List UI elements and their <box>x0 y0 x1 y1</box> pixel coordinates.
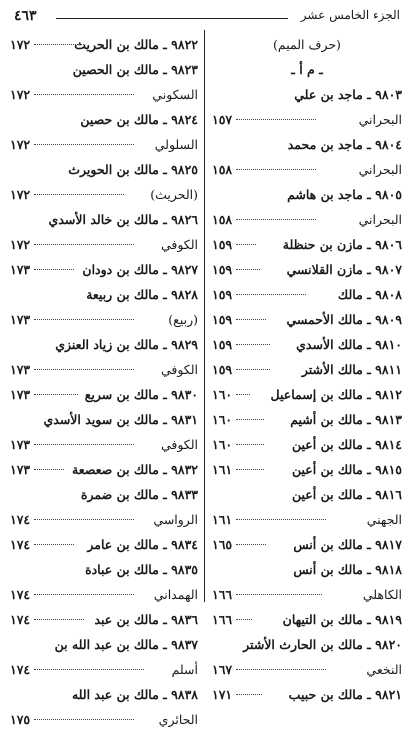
leader-dots <box>34 519 134 520</box>
index-entry <box>10 607 198 632</box>
page-header <box>14 6 400 28</box>
entry-page-number: ١٦٠ <box>212 387 233 402</box>
leader-dots <box>236 444 264 445</box>
leader-dots <box>34 444 134 445</box>
leader-dots <box>34 44 84 45</box>
entry-name: ٩٨٢٠ ـ مالك بن الحارث الأشتر <box>243 637 402 652</box>
entry-name: ٩٨١٥ ـ مالك بن أعين <box>292 462 402 477</box>
leader-dots <box>236 269 260 270</box>
entry-name: ٩٨١٢ ـ مالك بن إسماعيل <box>270 387 402 402</box>
entry-name: ٩٨٣٠ ـ مالك بن سريع <box>84 387 198 402</box>
entry-name: ٩٨١٨ ـ مالك بن أنس <box>293 562 402 577</box>
index-entry <box>10 157 198 182</box>
entry-name: ٩٨٢٣ ـ مالك بن الحصين <box>72 62 198 77</box>
entry-name: ٩٨٢٦ ـ مالك بن خالد الأسدي <box>48 212 198 227</box>
leader-dots <box>34 669 144 670</box>
index-entry <box>212 232 402 257</box>
index-entry <box>10 632 198 657</box>
entry-name: (ربيع) <box>168 312 198 327</box>
index-entry <box>212 557 402 582</box>
entry-name: الرواسي <box>153 512 198 527</box>
entry-page-number: ١٥٩ <box>212 237 233 252</box>
index-entry <box>10 432 198 457</box>
entry-name: (الحريث) <box>150 187 198 202</box>
leader-dots <box>236 169 316 170</box>
entry-page-number: ١٧٤ <box>10 612 31 627</box>
index-entry <box>10 282 198 307</box>
leader-dots <box>236 294 306 295</box>
entry-name: ٩٨٢٢ ـ مالك بن الحريث <box>74 37 198 52</box>
index-entry <box>10 507 198 532</box>
index-entry <box>212 307 402 332</box>
entry-name: ٩٨١١ ـ مالك الأشتر <box>301 362 402 377</box>
leader-dots <box>34 469 64 470</box>
entry-page-number: ١٧٣ <box>10 437 31 452</box>
index-entry <box>212 157 402 182</box>
entry-name: ـ م أ ـ <box>291 62 323 77</box>
entry-page-number: ١٥٨ <box>212 162 233 177</box>
index-entry <box>10 232 198 257</box>
leader-dots <box>34 619 84 620</box>
entry-name: ٩٨١٦ ـ مالك بن أعين <box>292 487 402 502</box>
entry-page-number: ١٧٣ <box>10 312 31 327</box>
index-entry <box>212 382 402 407</box>
index-column-right <box>212 32 402 707</box>
entry-page-number: ١٥٨ <box>212 212 233 227</box>
entry-page-number: ١٥٩ <box>212 362 233 377</box>
index-entry <box>10 582 198 607</box>
column-divider <box>204 30 205 602</box>
entry-name: البحراني <box>358 212 402 227</box>
leader-dots <box>236 519 326 520</box>
index-entry <box>10 557 198 582</box>
index-entry <box>212 607 402 632</box>
entry-page-number: ١٥٧ <box>212 112 233 127</box>
entry-name: ٩٨٣٢ ـ مالك بن صعصعة <box>72 462 198 477</box>
entry-name: ٩٨٣٣ ـ مالك بن ضمرة <box>80 487 198 502</box>
leader-dots <box>34 94 134 95</box>
index-entry <box>212 107 402 132</box>
index-entry <box>10 532 198 557</box>
entry-name: ٩٨٢١ ـ مالك بن حبيب <box>288 687 402 702</box>
entry-name: ٩٨٣٧ ـ مالك بن عبد الله بن <box>54 637 198 652</box>
entry-page-number: ١٧٤ <box>10 662 31 677</box>
entry-page-number: ١٥٩ <box>212 262 233 277</box>
index-entry <box>212 207 402 232</box>
index-entry <box>10 482 198 507</box>
entry-page-number: ١٧٥ <box>10 712 31 727</box>
leader-dots <box>236 394 250 395</box>
entry-page-number: ١٧٣ <box>10 462 31 477</box>
index-entry <box>212 657 402 682</box>
leader-dots <box>34 319 134 320</box>
entry-page-number: ١٦١ <box>212 512 233 527</box>
entry-name: ٩٨١٣ ـ مالك بن أشيم <box>290 412 402 427</box>
entry-name: الكوفي <box>160 437 198 452</box>
index-entry <box>212 332 402 357</box>
entry-page-number: ١٧٤ <box>10 512 31 527</box>
entry-page-number: ١٥٩ <box>212 337 233 352</box>
entry-page-number: ١٦١ <box>212 462 233 477</box>
entry-page-number: ١٧٣ <box>10 387 31 402</box>
entry-page-number: ١٥٩ <box>212 312 233 327</box>
entry-name: ٩٨٠٦ ـ مازن بن حنظلة <box>282 237 402 252</box>
leader-dots <box>236 219 316 220</box>
entry-page-number: ١٧٢ <box>10 137 31 152</box>
index-entry <box>212 632 402 657</box>
index-entry <box>10 357 198 382</box>
index-entry <box>212 132 402 157</box>
index-entry <box>212 257 402 282</box>
running-title: الجزء الخامس عشر <box>300 8 400 22</box>
index-entry <box>212 682 402 707</box>
leader-dots <box>236 669 326 670</box>
leader-dots <box>34 369 134 370</box>
entry-page-number: ١٧٣ <box>10 262 31 277</box>
entry-page-number: ١٧٤ <box>10 537 31 552</box>
entry-name: ٩٨١٤ ـ مالك بن أعين <box>292 437 402 452</box>
entry-page-number: ١٦٥ <box>212 537 233 552</box>
index-entry <box>10 207 198 232</box>
entry-name: ٩٨٢٧ ـ مالك بن دودان <box>82 262 198 277</box>
entry-page-number: ١٧١ <box>212 687 233 702</box>
entry-page-number: ١٦٠ <box>212 437 233 452</box>
entry-name: البحراني <box>358 162 402 177</box>
leader-dots <box>34 194 124 195</box>
leader-dots <box>236 694 262 695</box>
leader-dots <box>34 244 134 245</box>
entry-page-number: ١٥٩ <box>212 287 233 302</box>
leader-dots <box>236 419 264 420</box>
index-entry <box>10 707 198 732</box>
leader-dots <box>34 394 78 395</box>
entry-name: السلولي <box>154 137 198 152</box>
entry-name: (حرف الميم) <box>273 37 341 52</box>
entry-name: ٩٨٢٩ ـ مالك بن زياد العنزي <box>55 337 198 352</box>
leader-dots <box>236 469 264 470</box>
index-entry <box>10 307 198 332</box>
entry-name: ٩٨٠٣ ـ ماجد بن علي <box>294 87 402 102</box>
leader-dots <box>34 269 74 270</box>
index-entry <box>10 382 198 407</box>
index-entry <box>10 57 198 82</box>
index-entry <box>10 332 198 357</box>
entry-name: ٩٨١٩ ـ مالك بن التيهان <box>282 612 402 627</box>
index-entry <box>212 357 402 382</box>
header-rule <box>56 18 288 19</box>
entry-page-number: ١٧٢ <box>10 87 31 102</box>
index-entry <box>212 32 402 57</box>
leader-dots <box>236 344 270 345</box>
entry-name: ٩٨٢٤ ـ مالك بن حصين <box>80 112 198 127</box>
entry-page-number: ١٧٢ <box>10 37 31 52</box>
entry-name: البحراني <box>358 112 402 127</box>
leader-dots <box>34 594 134 595</box>
leader-dots <box>236 544 266 545</box>
index-entry <box>10 257 198 282</box>
entry-name: ٩٨٢٥ ـ مالك بن الحويرث <box>68 162 198 177</box>
index-entry <box>212 482 402 507</box>
entry-page-number: ١٧٢ <box>10 237 31 252</box>
leader-dots <box>236 319 266 320</box>
entry-name: الجهني <box>366 512 402 527</box>
leader-dots <box>236 244 256 245</box>
index-entry <box>212 457 402 482</box>
entry-page-number: ١٧٢ <box>10 187 31 202</box>
entry-page-number: ١٧٤ <box>10 587 31 602</box>
entry-name: الكوفي <box>160 362 198 377</box>
index-entry <box>212 282 402 307</box>
entry-name: ٩٨١٧ ـ مالك بن أنس <box>293 537 402 552</box>
page-number: ٤٦٣ <box>14 8 37 24</box>
entry-name: الكاهلي <box>362 587 402 602</box>
index-entry <box>10 107 198 132</box>
entry-name: ٩٨١٠ ـ مالك الأسدي <box>296 337 402 352</box>
leader-dots <box>34 544 74 545</box>
entry-name: ٩٨٣٥ ـ مالك بن عبادة <box>85 562 198 577</box>
index-entry <box>212 532 402 557</box>
index-entry <box>10 132 198 157</box>
index-entry <box>212 82 402 107</box>
index-entry <box>10 457 198 482</box>
entry-name: ٩٨٠٥ ـ ماجد بن هاشم <box>287 187 402 202</box>
index-entry <box>212 432 402 457</box>
index-entry <box>10 407 198 432</box>
index-entry <box>10 32 198 57</box>
entry-name: الكوفي <box>160 237 198 252</box>
entry-name: ٩٨٠٤ ـ ماجد بن محمد <box>287 137 402 152</box>
index-entry <box>212 57 402 82</box>
entry-name: أسلم <box>171 662 198 677</box>
entry-page-number: ١٦٠ <box>212 412 233 427</box>
entry-name: ٩٨٠٧ ـ مازن القلانسي <box>286 262 402 277</box>
entry-page-number: ١٦٧ <box>212 662 233 677</box>
leader-dots <box>236 369 270 370</box>
index-entry <box>212 582 402 607</box>
entry-name: ٩٨٠٨ ـ مالك <box>337 287 402 302</box>
entry-name: الحائري <box>158 712 198 727</box>
leader-dots <box>34 144 134 145</box>
leader-dots <box>236 119 316 120</box>
entry-name: ٩٨٠٩ ـ مالك الأحمسي <box>286 312 402 327</box>
entry-name: الهمداني <box>153 587 198 602</box>
entry-page-number: ١٧٣ <box>10 362 31 377</box>
index-entry <box>212 507 402 532</box>
leader-dots <box>236 594 322 595</box>
index-entry <box>10 82 198 107</box>
index-entry <box>212 182 402 207</box>
index-entry <box>10 182 198 207</box>
index-column-left <box>10 32 198 732</box>
leader-dots <box>34 719 134 720</box>
entry-page-number: ١٦٦ <box>212 587 233 602</box>
entry-name: ٩٨٢٨ ـ مالك بن ربيعة <box>86 287 198 302</box>
leader-dots <box>236 619 252 620</box>
entry-name: ٩٨٣١ ـ مالك بن سويد الأسدي <box>43 412 198 427</box>
entry-name: ٩٨٣٤ ـ مالك بن عامر <box>87 537 198 552</box>
entry-name: ٩٨٣٦ ـ مالك بن عبد <box>94 612 198 627</box>
entry-name: ٩٨٣٨ ـ مالك بن عبد الله <box>71 687 198 702</box>
entry-name: السكوني <box>152 87 198 102</box>
index-entry <box>212 407 402 432</box>
entry-page-number: ١٦٦ <box>212 612 233 627</box>
entry-name: النخعي <box>366 662 402 677</box>
index-entry <box>10 657 198 682</box>
index-entry <box>10 682 198 707</box>
